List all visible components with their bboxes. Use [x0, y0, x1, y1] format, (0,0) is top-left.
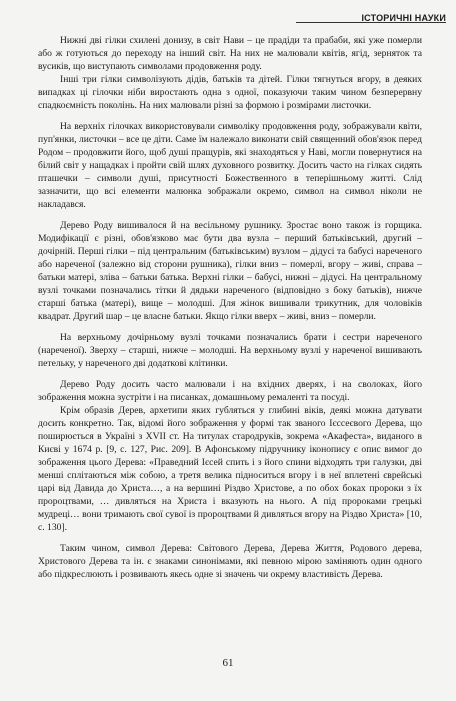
paragraph: На верхніх гілочках використовували символіку продовження роду, зображували квіти, пуп'янки, листочки – все це діти. Саме їм належало виконати свій священний обов'язок перед Родом – продовжити його, щоб душі пращурів, які знаходяться у Наві, могли повернутися на білий світ у нащадках і пройти свій шлях духовного розвитку. Досить часто на гілках сидять пташечки – символи душі, присутності Божественного в теперішньому житті. Слід зазначити, що всі елементи малюнка зображали окремо, символ на символ ніколи не накладався.: [38, 121, 422, 210]
paragraph: Крім образів Дерев, архетипи яких губляться у глибині віків, деякі можна датувати досить конкретно. Так, відомі його зображення у формі так званого Ієссеєвого Дерева, що поширюється в Україні з XVII ст. На титулах стародруків, зокрема «Акафеста», виданого в Києві у 1674 р. [9, с. 127, Рис. 209]. В Афонському підручнику іконопису є опис вимог до зображення цього Дерева: «Праведний Ієсей спить і з його спини відходять три галузки, дві менші сплітаються між собою, а третя велика підноситься вгору і в неї вплетені єврейські царі від Давида до Христа…, а на вершині Різдво Христове, а по обох боках пророки з їх пророцтвами, … дивляться на Христа і вказують на нього. А під пророками грецькі мудреці… вони тримають свої сувої із пророцтвами й дивляться вгору на Різдво Христа» [10, с. 130].: [38, 405, 422, 533]
paragraph: Інші три гілки символізують дідів, батьків та дітей. Гілки тягнуться вгору, в деяких випадках ці гілочки ніби виростають одна з одної, показуючи таким чином безперервну спадкоємність поколінь. На них малювали різні за формою і розмірами листочки.: [38, 74, 422, 111]
paragraph: Дерево Роду досить часто малювали і на вхідних дверях, і на сволоках, його зображення можна зустріти і на писанках, домашньому ремаленті та посуді.: [38, 379, 422, 403]
paragraph: Таким чином, символ Дерева: Світового Дерева, Дерева Життя, Родового дерева, Христового Дерева та ін. є знаками синонімами, які певною мірою заміняють один одного або підкреслюють і розвивають якесь одне зі значень чи окрему властивість Дерева.: [38, 543, 422, 580]
paragraph: Нижні дві гілки схилені донизу, в світ Нави – це прадіди та прабаби, які уже померли або ж готуються до переходу на інший світ. На них не малювали квітів, ягід, зерняток та вусиків, що виступають символами продовження роду.: [38, 35, 422, 72]
page-number: 61: [222, 657, 234, 669]
paragraph: Дерево Роду вишивалося й на весільному рушнику. Зростає воно також із горщика. Модифікації є різні, обов'язково має бути два вузла – перший батьківський, другий – дочірній. Перші гілки – під центральним (батьківським) вузлом – дідусі та бабусі нареченого або нареченої (залежно від сторони рушника), гілки вниз – померлі, вгору – живі, справа – батьки матері, зліва – батьки батька. Верхні гілки – бабусі, нижні – дідусі. На центральному вузлі точками позначались тітки й дядьки нареченого (відповідно з боку батьків), нижче старші батька (матері), вище – молодші. Для жінок вишивали трикутник, для чоловіків квадрат. Другий шар – це власне батьки. Якщо гілки вверх – живі, вниз – померли.: [38, 220, 422, 322]
section-title: ІСТОРИЧНІ НАУКИ: [361, 13, 446, 23]
running-header: [296, 8, 446, 23]
body-text: [38, 34, 422, 581]
paragraph: На верхньому дочірньому вузлі точками позначались брати і сестри нареченого (нареченої). Зверху – старші, нижче – молодші. На верхньому вузлі у нареченої вишивають петельку, у нареченого дві додаткові клітинки.: [38, 332, 422, 369]
